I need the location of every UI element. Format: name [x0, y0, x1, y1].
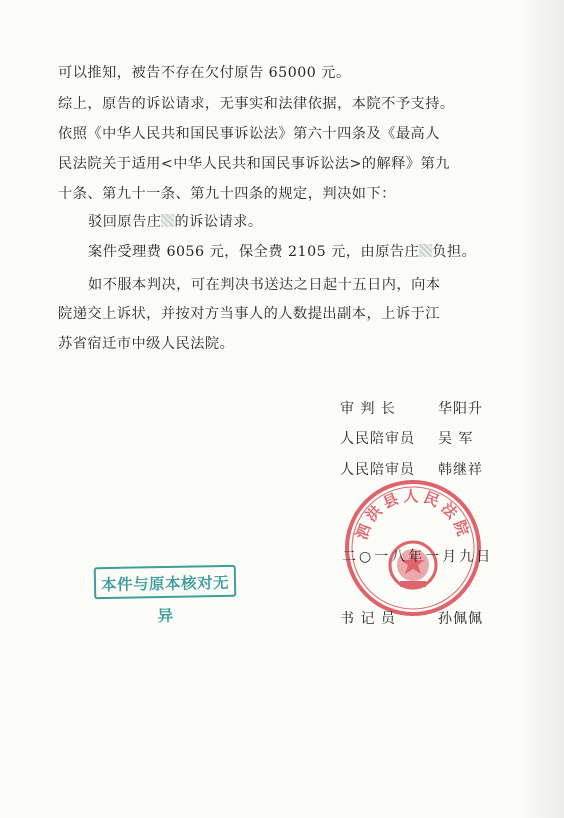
signature-name: 华阳升: [438, 401, 483, 417]
signature-name: 吴 军: [438, 431, 474, 447]
signature-row: [340, 430, 473, 448]
court-seal-text: 泗洪县人民法院: [352, 487, 474, 542]
signature-role: 人民陪审员: [340, 462, 415, 478]
body-line: 苏省宿迁市中级人民法院。: [58, 336, 235, 352]
signature-row: [340, 400, 483, 418]
redaction-mark: [419, 244, 432, 257]
signature-role: 审 判 长: [340, 401, 396, 417]
body-line: 民法院关于适用<中华人民共和国民事诉讼法>的解释》第九: [58, 156, 450, 172]
redaction-mark: [161, 214, 174, 227]
fee-text-start: 案件受理费 6056 元，保全费 2105 元，由原告庄: [88, 244, 420, 260]
clerk-name: 孙佩佩: [438, 611, 483, 627]
clerk-row: [340, 610, 483, 628]
body-line: 可以推知，被告不存在欠付原告 65000 元。: [58, 65, 351, 81]
judgment-text-end: 的诉讼请求。: [174, 214, 263, 230]
body-line: 依照《中华人民共和国民事诉讼法》第六十四条及《最高人: [58, 126, 440, 142]
signature-name: 韩继祥: [438, 462, 483, 478]
clerk-role: 书 记 员: [340, 611, 396, 627]
signature-role: 人民陪审员: [340, 431, 415, 447]
body-line: 综上，原告的诉讼请求，无事实和法律依据，本院不予支持。: [58, 96, 455, 112]
judgment-text-start: 驳回原告庄: [88, 214, 162, 230]
fee-line: [88, 243, 476, 261]
page-edge-shadow: [522, 0, 564, 818]
body-line: 十条、第九十一条、第九十四条的规定，判决如下：: [58, 186, 396, 202]
fee-text-end: 负担。: [432, 244, 477, 260]
body-line: 如不服本判决，可在判决书送达之日起十五日内，向本: [88, 277, 441, 293]
copy-verification-stamp: 本件与原本核对无异: [94, 565, 237, 599]
judgment-line: [88, 213, 263, 231]
body-line: 院递交上诉状，并按对方当事人的人数提出副本，上诉于江: [58, 306, 440, 322]
judgment-date: 二○一八年一月九日: [342, 549, 494, 565]
